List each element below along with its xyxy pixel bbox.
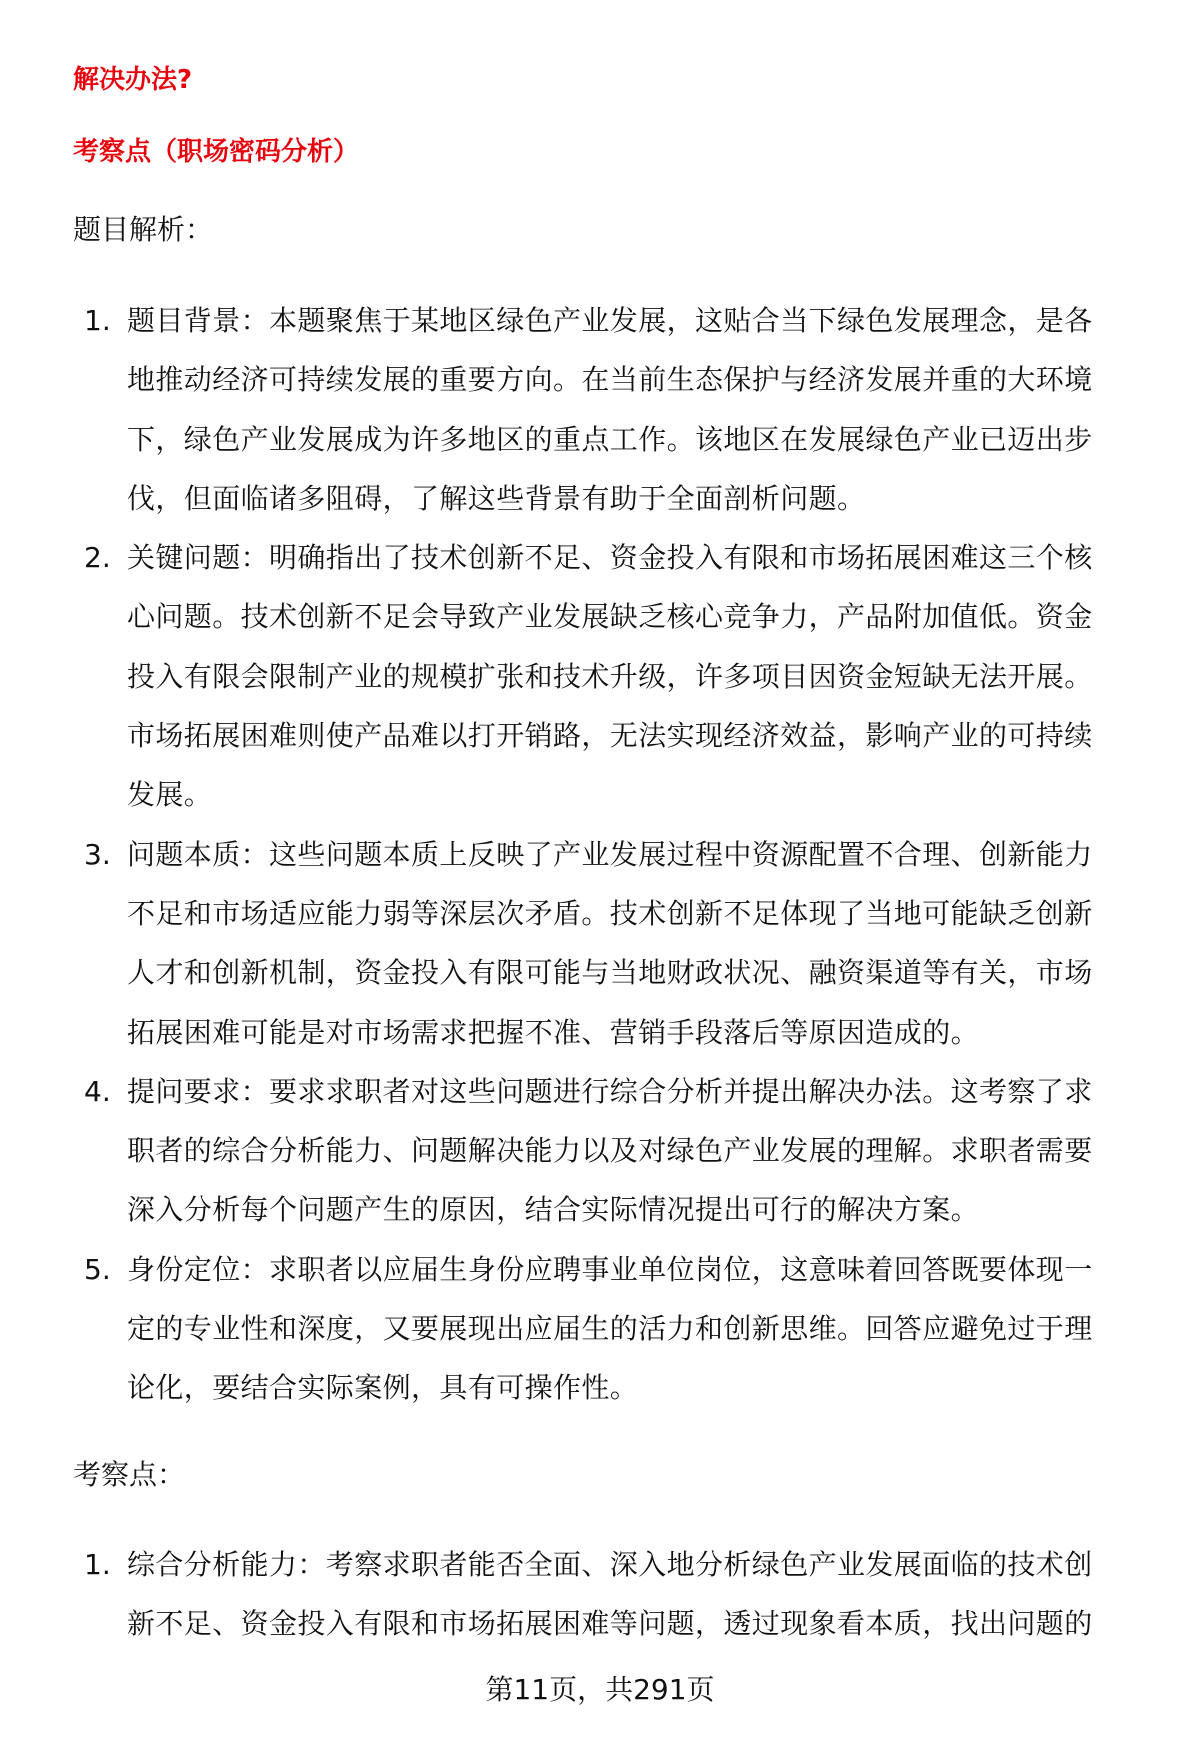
list-line: 定的专业性和深度，又要展现出应届生的活力和创新思维。回答应避免过于理 [127, 1312, 1093, 1346]
exam-label: 考察点： [73, 1458, 186, 1491]
list-number: 2. [84, 541, 111, 575]
list-line: 地推动经济可持续发展的重要方向。在当前生态保护与经济发展并重的大环境 [127, 363, 1093, 397]
list-line: 人才和创新机制，资金投入有限可能与当地财政状况、融资渠道等有关，市场 [127, 956, 1093, 990]
list-line: 题目背景：本题聚焦于某地区绿色产业发展，这贴合当下绿色发展理念，是各 [127, 304, 1093, 337]
list-line: 关键问题：明确指出了技术创新不足、资金投入有限和市场拓展困难这三个核 [127, 541, 1093, 575]
list-item [0, 1535, 1200, 1654]
list-item [0, 528, 1200, 824]
list-line: 心问题。技术创新不足会导致产业发展缺乏核心竞争力，产品附加值低。资金 [127, 600, 1093, 634]
analysis-label: 题目解析： [73, 213, 214, 246]
list-line: 投入有限会限制产业的规模扩张和技术升级，许多项目因资金短缺无法开展。 [127, 659, 1093, 693]
page-number: 第11页，共291页 [485, 1673, 715, 1706]
list-line: 问题本质：这些问题本质上反映了产业发展过程中资源配置不合理、创新能力 [127, 837, 1093, 871]
list-line: 伐，但面临诸多阻碍，了解这些背景有助于全面剖析问题。 [127, 481, 866, 515]
list-line: 下，绿色产业发展成为许多地区的重点工作。该地区在发展绿色产业已迈出步 [127, 422, 1093, 456]
list-line: 论化，要结合实际案例，具有可操作性。 [127, 1371, 639, 1405]
list-number: 3. [84, 837, 111, 871]
list-item [0, 1062, 1200, 1240]
heading-solution: 解决办法? [73, 65, 193, 95]
list-line: 新不足、资金投入有限和市场拓展困难等问题，透过现象看本质，找出问题的 [127, 1607, 1093, 1641]
list-item [0, 1240, 1200, 1418]
list-line: 综合分析能力：考察求职者能否全面、深入地分析绿色产业发展面临的技术创 [127, 1548, 1093, 1581]
list-line: 提问要求：要求求职者对这些问题进行综合分析并提出解决办法。这考察了求 [127, 1074, 1093, 1108]
list-number: 1. [84, 304, 111, 337]
list-line: 职者的综合分析能力、问题解决能力以及对绿色产业发展的理解。求职者需要 [127, 1134, 1093, 1168]
analysis-list [0, 291, 1200, 1418]
list-line: 深入分析每个问题产生的原因，结合实际情况提出可行的解决方案。 [127, 1193, 980, 1227]
list-line: 身份定位：求职者以应届生身份应聘事业单位岗位，这意味着回答既要体现一 [127, 1252, 1093, 1286]
list-number: 4. [84, 1074, 111, 1108]
list-line: 发展。 [127, 778, 213, 812]
list-item [0, 291, 1200, 528]
list-line: 不足和市场适应能力弱等深层次矛盾。技术创新不足体现了当地可能缺乏创新 [127, 896, 1093, 930]
exam-list [0, 1535, 1200, 1654]
list-line: 市场拓展困难则使产品难以打开销路，无法实现经济效益，影响产业的可持续 [127, 719, 1093, 753]
heading-exam-points: 考察点（职场密码分析） [73, 137, 360, 167]
list-item [0, 825, 1200, 1062]
list-number: 5. [84, 1252, 111, 1286]
list-line: 拓展困难可能是对市场需求把握不准、营销手段落后等原因造成的。 [127, 1015, 980, 1049]
list-number: 1. [84, 1548, 111, 1581]
